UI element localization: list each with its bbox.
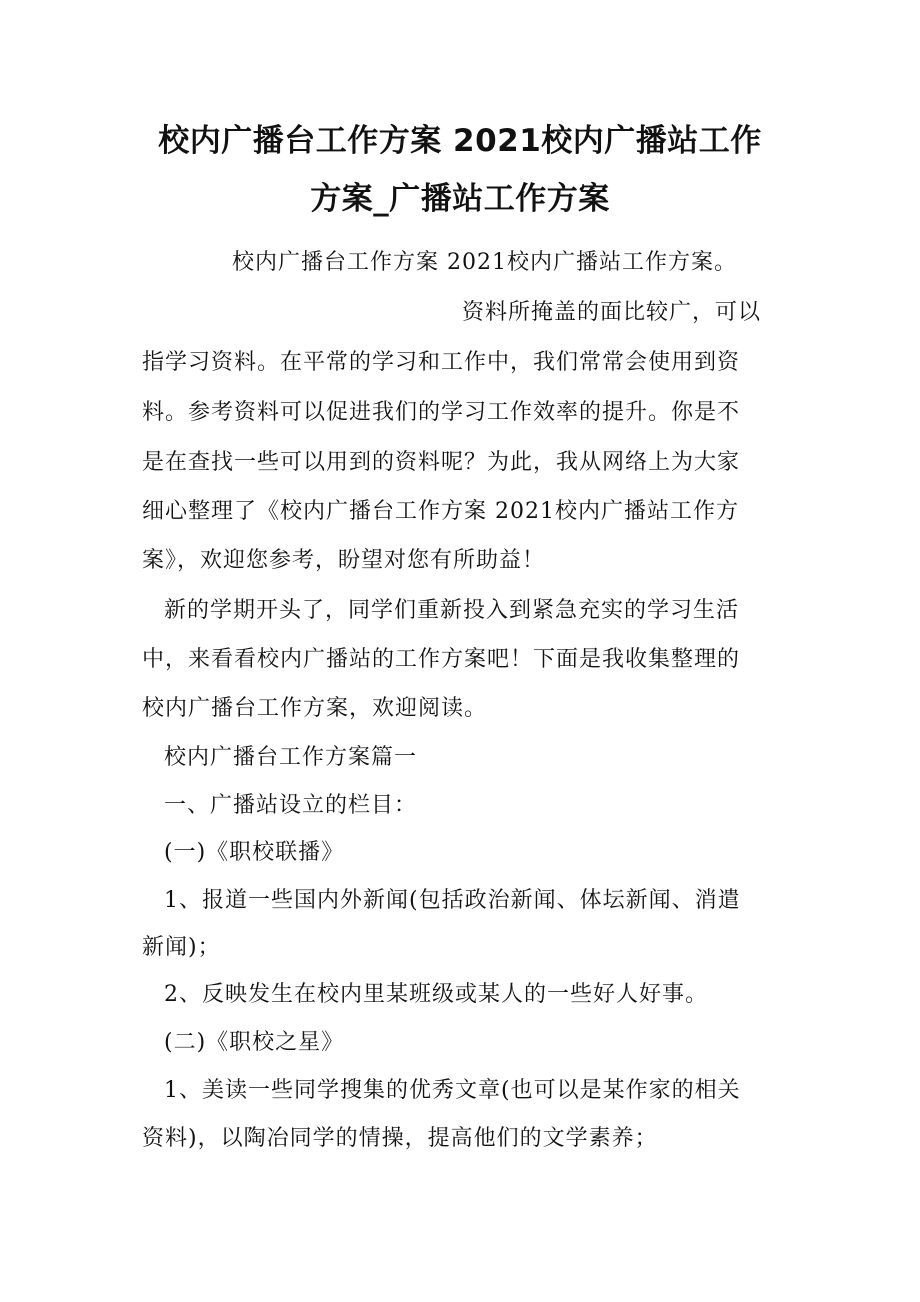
list-item-line: 1、美读一些同学搜集的优秀文章(也可以是某作家的相关 [164,1078,741,1103]
title-line-1: 校内广播台工作方案 2021校内广播站工作 [158,123,762,159]
title-line-2: 方案_广播站工作方案 [310,181,610,217]
list-item-line: 2、反映发生在校内里某班级或某人的一些好人好事。 [164,982,708,1007]
list-item-line: 新闻)； [142,935,221,960]
list-item-line: 资料)，以陶冶同学的情操，提高他们的文学素养； [142,1126,658,1151]
paragraph-line: 校内广播台工作方案，欢迎阅读。 [142,696,488,721]
section-heading: 校内广播台工作方案篇一 [164,745,418,770]
subsection-heading: (一)《职校联播》 [164,840,345,865]
subsection-heading: (二)《职校之星》 [164,1030,345,1055]
paragraph-line: 料。参考资料可以促进我们的学习工作效率的提升。你是不 [142,400,741,425]
section-heading: 一、广播站设立的栏目： [164,793,418,818]
paragraph-line: 细心整理了《校内广播台工作方案 2021校内广播站工作方 [142,499,739,524]
document-title [120,112,800,228]
paragraph-line: 中，来看看校内广播站的工作方案吧！下面是我收集整理的 [142,647,741,672]
paragraph-line: 资料所掩盖的面比较广，可以 [462,300,762,325]
list-item-line: 1、报道一些国内外新闻(包括政治新闻、体坛新闻、消遣 [164,888,741,913]
paragraph-line: 是在查找一些可以用到的资料呢？为此，我从网络上为大家 [142,450,741,475]
paragraph-line: 新的学期开头了，同学们重新投入到紧急充实的学习生活 [164,598,740,623]
intro-line: 校内广播台工作方案 2021校内广播站工作方案。 [232,250,737,275]
paragraph-line: 案》，欢迎您参考，盼望对您有所助益！ [142,548,546,573]
paragraph-line: 指学习资料。在平常的学习和工作中，我们常常会使用到资 [142,350,741,375]
